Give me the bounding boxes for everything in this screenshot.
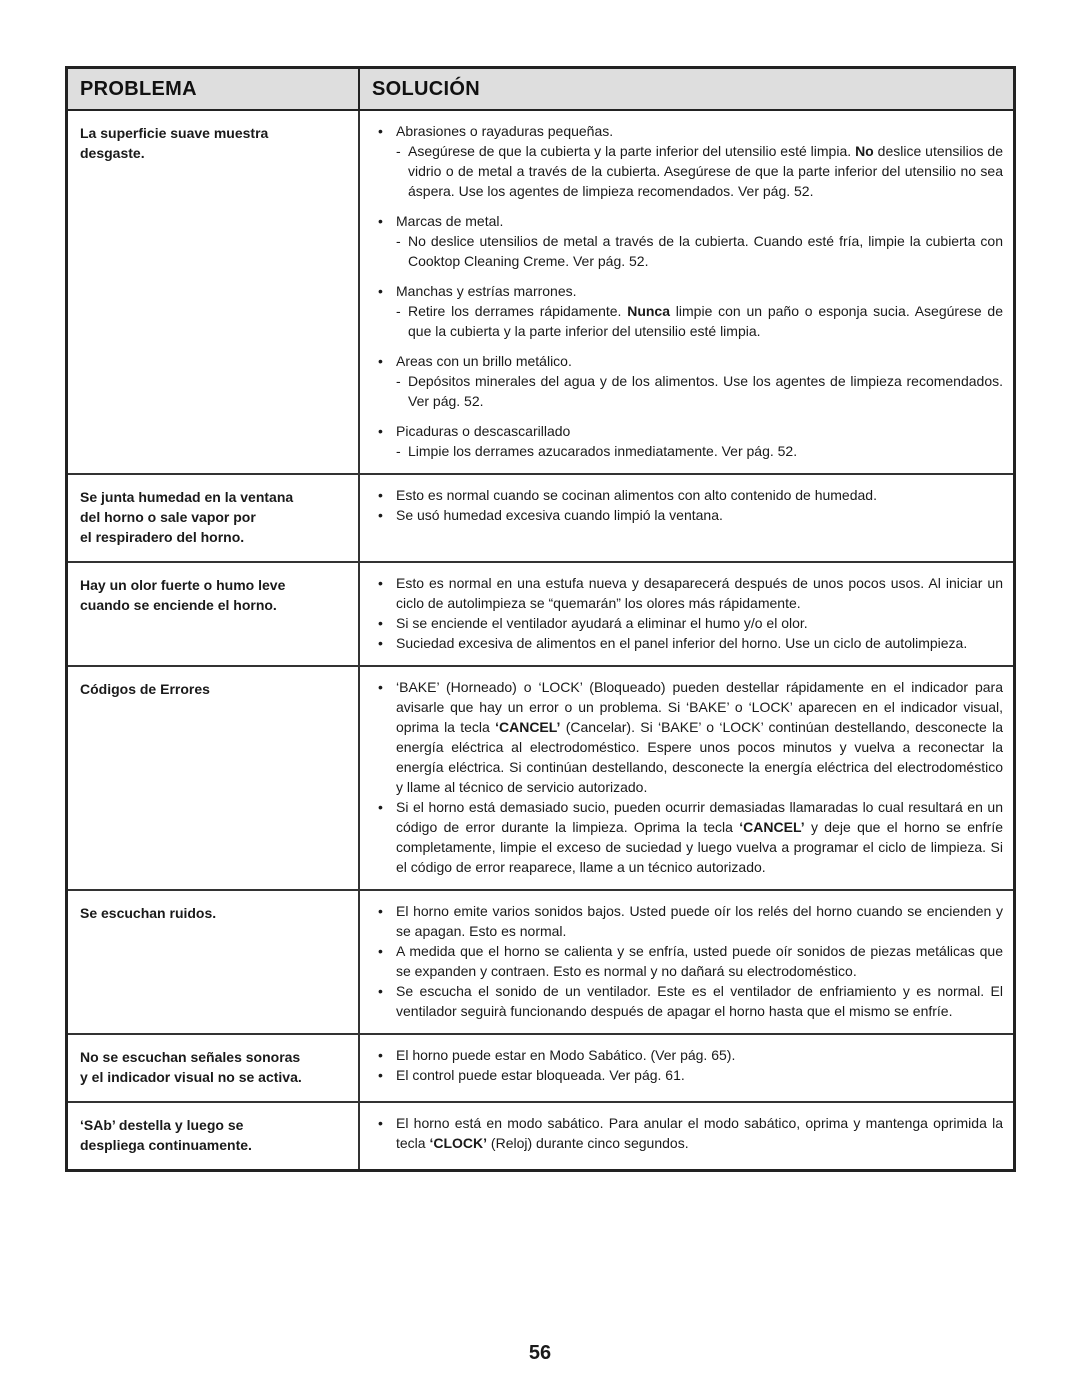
- solution-cell: [360, 475, 1013, 561]
- solution-cell: [360, 1035, 1013, 1101]
- problem-line: cuando se enciende el horno.: [80, 597, 277, 613]
- bullet-item: • Esto es normal en una estufa nueva y desaparecerá después de unos pocos usos. Al iniciar un ciclo de autolimpieza se “quemarán” los olores más rápidamente.: [372, 573, 1003, 613]
- solution-group: [372, 211, 1003, 271]
- bullet-item: • Manchas y estrías marrones.: [372, 281, 1003, 301]
- bullet-item: • Si el horno está demasiado sucio, pueden ocurrir demasiadas llamaradas lo cual resultará en un código de error durante la limpieza. Oprima la tecla ‘CANCEL’ y deje que el horno se enfríe completamente, limpie el exceso de suciedad y luego vuelva a programar el ciclo de limpieza. Si el código de error reaparece, llame a un técnico autorizado.: [372, 797, 1003, 877]
- bullet-item: • Abrasiones o rayaduras pequeñas.: [372, 121, 1003, 141]
- bullet-item: • Areas con un brillo metálico.: [372, 351, 1003, 371]
- problem-line: Se junta humedad en la ventana: [80, 489, 294, 505]
- problem-line: No se escuchan señales sonoras: [80, 1049, 301, 1065]
- table-row: [68, 667, 1013, 891]
- bullet-item: • A medida que el horno se calienta y se enfría, usted puede oír sonidos de piezas metálicas que se expanden y contraen. Esto es normal y no dañará su electrodoméstico.: [372, 941, 1003, 981]
- table-row: [68, 1103, 1013, 1169]
- problem-line: desgaste.: [80, 145, 145, 161]
- solution-cell: [360, 111, 1013, 473]
- bullet-item: • El horno emite varios sonidos bajos. Usted puede oír los relés del horno cuando se encienden y se apagan. Esto es normal.: [372, 901, 1003, 941]
- table-header: [68, 69, 1013, 111]
- dash-item: - Depósitos minerales del agua y de los alimentos. Use los agentes de limpieza recomendados. Ver pág. 52.: [372, 371, 1003, 411]
- problem-cell: [68, 475, 360, 561]
- bullet-item: • Se usó humedad excesiva cuando limpió la ventana.: [372, 505, 1003, 525]
- solution-cell: [360, 1103, 1013, 1169]
- troubleshooting-table: [65, 66, 1016, 1172]
- bullet-item: • El horno puede estar en Modo Sabático. (Ver pág. 65).: [372, 1045, 1003, 1065]
- dash-item: - No deslice utensilios de metal a través de la cubierta. Cuando esté fría, limpie la cubierta con Cooktop Cleaning Creme. Ver pág. 52.: [372, 231, 1003, 271]
- solution-group: [372, 421, 1003, 461]
- problem-line: Se escuchan ruidos.: [80, 905, 217, 921]
- bullet-item: • Si se enciende el ventilador ayudará a eliminar el humo y/o el olor.: [372, 613, 1003, 633]
- problem-line: La superficie suave muestra: [80, 125, 269, 141]
- table-row: [68, 111, 1013, 475]
- page-number: 56: [528, 1342, 552, 1364]
- problem-cell: [68, 667, 360, 889]
- solution-cell: [360, 563, 1013, 665]
- problem-cell: [68, 1103, 360, 1169]
- table-row: [68, 891, 1013, 1035]
- problem-cell: [68, 891, 360, 1033]
- bullet-item: • Picaduras o descascarillado: [372, 421, 1003, 441]
- bullet-item: • El control puede estar bloqueada. Ver pág. 61.: [372, 1065, 1003, 1085]
- solution-cell: [360, 667, 1013, 889]
- dash-item: - Retire los derrames rápidamente. Nunca limpie con un paño o esponja sucia. Asegúrese de que la cubierta y la parte inferior del utensilio esté limpia.: [372, 301, 1003, 341]
- table-row: [68, 1035, 1013, 1103]
- bullet-item: • Esto es normal cuando se cocinan alimentos con alto contenido de humedad.: [372, 485, 1003, 505]
- problem-line: ‘SAb’ destella y luego se: [80, 1117, 244, 1133]
- problem-line: despliega continuamente.: [80, 1137, 252, 1153]
- solution-cell: [360, 891, 1013, 1033]
- problem-cell: [68, 1035, 360, 1101]
- solution-group: [372, 121, 1003, 201]
- table-row: [68, 475, 1013, 563]
- problem-line: y el indicador visual no se activa.: [80, 1069, 302, 1085]
- solution-group: [372, 281, 1003, 341]
- problem-cell: [68, 111, 360, 473]
- bullet-item: • El horno está en modo sabático. Para anular el modo sabático, oprima y mantenga oprimida la tecla ‘CLOCK’ (Reloj) durante cinco segundos.: [372, 1113, 1003, 1153]
- bullet-item: • ‘BAKE’ (Horneado) o ‘LOCK’ (Bloqueado) pueden destellar rápidamente en el indicador para avisarle que hay un error o un problema. Si ‘BAKE’ o ‘LOCK’ aparecen en el indicador visual, oprima la tecla ‘CANCEL’ (Cancelar). Si ‘BAKE’ o ‘LOCK’ continúan destellando, desconecte la energía eléctrica al electrodoméstico. Espere unos pocos minutos y vuelva a reconectar la energía eléctrica. Si continúan destellando, desconecte la energía eléctrica del electrodoméstico y llame al técnico de servicio autorizado.: [372, 677, 1003, 797]
- problem-line: Hay un olor fuerte o humo leve: [80, 577, 286, 593]
- dash-item: - Limpie los derrames azucarados inmediatamente. Ver pág. 52.: [372, 441, 1003, 461]
- problem-line: del horno o sale vapor por: [80, 509, 256, 525]
- bullet-item: • Se escucha el sonido de un ventilador. Este es el ventilador de enfriamiento y es normal. El ventilador seguirà funcionando después de apagar el horno hasta que el mismo se enfríe.: [372, 981, 1003, 1021]
- bullet-item: • Suciedad excesiva de alimentos en el panel inferior del horno. Use un ciclo de autolimpieza.: [372, 633, 1003, 653]
- table-row: [68, 563, 1013, 667]
- solution-group: [372, 351, 1003, 411]
- problem-cell: [68, 563, 360, 665]
- solution-column-header: SOLUCIÓN: [372, 78, 480, 100]
- problem-line: Códigos de Errores: [80, 681, 210, 697]
- bullet-item: • Marcas de metal.: [372, 211, 1003, 231]
- problem-line: el respiradero del horno.: [80, 529, 245, 545]
- dash-item: - Asegúrese de que la cubierta y la parte inferior del utensilio esté limpia. No deslice utensilios de vidrio o de metal a través de la cubierta. Asegúrese de que la parte inferior del utensilio no sea áspera. Use los agentes de limpieza recomendados. Ver pág. 52.: [372, 141, 1003, 201]
- problem-column-header: PROBLEMA: [68, 69, 360, 109]
